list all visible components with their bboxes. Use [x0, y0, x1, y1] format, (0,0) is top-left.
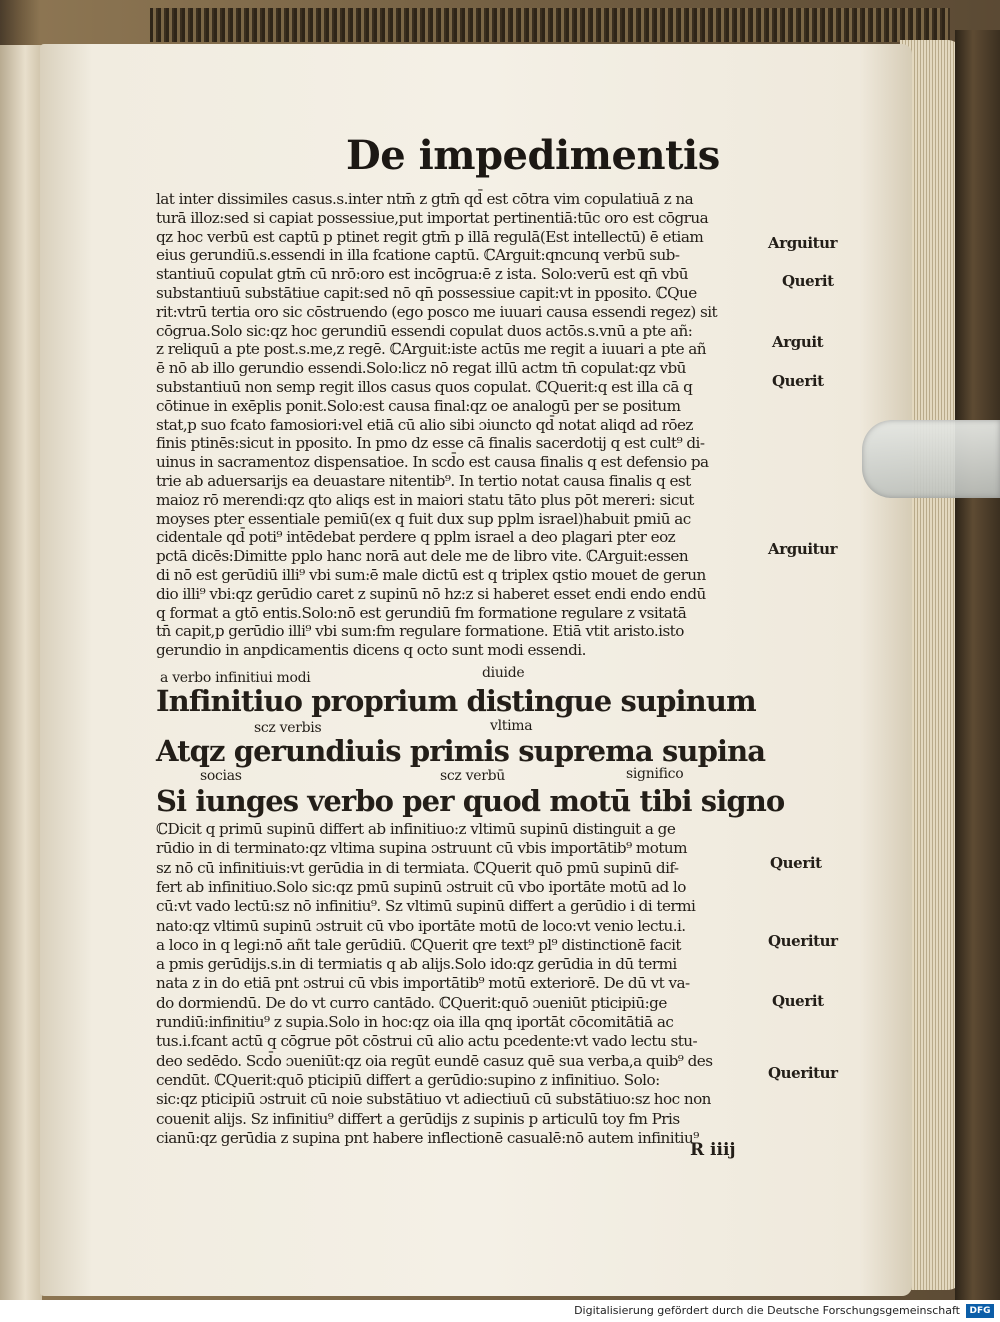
body-line: stat,p suo fcato famosiori:vel etiā cū alio sibi ɔiuncto qd̄ notat aliqd ad rōez [156, 415, 693, 434]
body-line: nato:qz vltimū supinū ɔstruit cū vbo iportāte motū de loco:vt venio lectu.i. [156, 916, 686, 935]
body-line: sz nō cū infinitiuis:vt gerūdia in di termiata. ℂQuerit quō pmū supinū dif- [156, 858, 679, 877]
body-line: uinus in sacramentoz dispensatioe. In scd̄o est causa finalis q est defensio pa [156, 453, 709, 472]
body-line: cōgrua.Solo sic:qz hoc gerundiū essendi copulat duos actōs.s.vnū a pte añ: [156, 321, 693, 340]
page-heading: De impedimentis [346, 132, 720, 179]
body-line: finis ptinēs:sicut in pposito. In pmo dz esse cā finalis sacerdotij q est cult⁹ di- [156, 434, 705, 453]
verse-line-1: Infinitiuo proprium distingue supinum [156, 684, 756, 718]
margin-note: Querit [782, 272, 834, 290]
body-line: cidentale qd̄ poti⁹ intēdebat perdere q pplm israel a deo plagari pter eoz [156, 528, 676, 547]
book-cover-edge [955, 30, 1000, 1300]
body-line: deo sedēdo. Scd̄o ɔueniūt:qz oia regūt eundē casuz quē sua verba,a quib⁹ des [156, 1051, 713, 1070]
margin-note: Arguitur [768, 540, 838, 558]
body-line: ē nō ab illo gerundio essendi.Solo:licz nō regat illū actm tn̄ copulat:qz vbū [156, 359, 686, 378]
margin-note: Queritur [768, 932, 838, 950]
signature-mark: R iiij [690, 1140, 736, 1160]
body-line: cū:vt vado lectū:sz nō infinitiu⁹. Sz vltimū supinū differt a gerūdio i di termi [156, 897, 696, 916]
body-line: cōtinue in exēplis ponit.Solo:est causa final:qz oe analogū per se positum [156, 396, 681, 415]
body-line: tn̄ capit,p gerūdio illi⁹ vbi sum:fm regulare formatione. Etiā vtit aristo.isto [156, 622, 684, 641]
gloss-g: significo [626, 766, 684, 782]
body-line: cendūt. ℂQuerit:quō pticipiū differt a gerūdio:supino z infinitiuo. Solo: [156, 1070, 660, 1089]
body-line: ℂDicit q primū supinū differt ab infinitiuo:z vltimū supinū distinguit a ge [156, 820, 676, 838]
margin-note: Queritur [768, 1064, 838, 1082]
margin-note: Arguitur [768, 234, 838, 252]
margin-note: Querit [772, 372, 824, 390]
book-top-edge [150, 8, 950, 42]
body-line: substantiuū non semp regit illos casus quos copulat. ℂQuerit:q est illa cā q [156, 378, 693, 396]
facing-page-edge [0, 45, 42, 1300]
body-line: a loco in q legi:nō añt tale gerūdiū. ℂQuerit qre text⁹ pl⁹ distinctionē facit [156, 935, 681, 954]
gloss-c: scz verbis [254, 720, 322, 736]
gloss-a: a verbo infinitiui modi [160, 670, 311, 686]
body-line: eius gerundiū.s.essendi in illa fcatione captū. ℂArguit:qncunq verbū sub- [156, 246, 680, 265]
body-line: pctā dicēs:Dimitte pplo hanc norā aut dele me de libro vite. ℂArguit:essen [156, 547, 689, 566]
body-line: stantiuū copulat gtm̄ cū nrō:oro est incōgrua:ē z ista. Solo:verū est qn̄ vbū [156, 265, 688, 284]
dfg-logo: DFG [966, 1304, 994, 1318]
margin-note: Querit [772, 992, 824, 1010]
body-line: gerundio in anpdicamentis dicens q octo sunt modi essendi. [156, 641, 586, 660]
body-line: rit:vtrū tertia oro sic cōstruendo (ego posco me iuuari causa essendi regez) sit [156, 302, 718, 321]
body-line: a pmis gerūdijs.s.in di termiatis q ab alijs.Solo ido:qz gerūdia in dū termi [156, 955, 677, 974]
margin-note: Querit [770, 854, 822, 872]
verse-line-2: Atqz gerundiuis primis suprema supina [156, 734, 766, 768]
body-line: q format a gtō entis.Solo:nō est gerundiū fm formatione regulare z vsitatā [156, 603, 687, 622]
body-line: do dormiendū. De do vt curro cantādo. ℂQuerit:quō ɔueniūt pticipiū:ge [156, 993, 667, 1012]
body-line: couenit alijs. Sz infinitiu⁹ differt a gerūdijs z supinis p articulū toy fm Pris [156, 1109, 680, 1128]
body-line: tus.i.fcant actū q cōgrue pōt cōstrui cū alio actu pcedente:vt vado lectu stu- [156, 1032, 698, 1051]
credit-bar [0, 1301, 1000, 1322]
body-line: turā illoz:sed si capiat possessiue,put importat pertinentiā:tūc oro est cōgrua [156, 208, 709, 227]
body-line: substantiuū substātiue capit:sed nō qn̄ possessiue capit:vt in pposito. ℂQue [156, 284, 697, 302]
gloss-f: scz verbū [440, 768, 506, 784]
credit-text: Digitalisierung gefördert durch die Deutsche Forschungsgemeinschaft [574, 1304, 960, 1317]
margin-note: Arguit [772, 333, 824, 351]
clip-tab [862, 420, 1000, 498]
body-line: z reliquū a pte post.s.me,z regē. ℂArguit:iste actūs me regit a iuuari a pte añ [156, 340, 707, 359]
body-line: rundiū:infinitiu⁹ z supia.Solo in hoc:qz oia illa qnq iportāt cōcomitātiā ac [156, 1013, 674, 1031]
verse-line-3: Si iunges verbo per quod motū tibi signo [156, 784, 785, 818]
body-line: trie ab aduersarijs ea deuastare nitentib⁹. In tertio notat causa finalis q est [156, 472, 691, 490]
body-line: sic:qz pticipiū ɔstruit cū noie substātiuo vt adiectiuū cū substātiuo:sz hoc non [156, 1090, 711, 1109]
body-line: moyses pter essentiale pemiū(ex q fuit dux sup pplm israel)habuit pmiū ac [156, 509, 691, 528]
body-line: cianū:qz gerūdia z supina pnt habere inflectionē casualē:nō autem infinitiu⁹ [156, 1128, 699, 1147]
body-line: maioz rō merendi:qz qto aliqs est in maiori statu tāto plus pōt mereri: sicut [156, 490, 694, 509]
gloss-d: vltima [490, 718, 533, 734]
gloss-e: socias [200, 768, 242, 784]
body-line: rūdio in di terminato:qz vltima supina ɔstruunt cū vbis importātib⁹ motum [156, 839, 687, 858]
body-line: lat inter dissimiles casus.s.inter ntm̄ z gtm̄ qd̄ est cōtra vim copulatiuā z na [156, 190, 694, 208]
body-line: qz hoc verbū est captū p ptinet regit gtm̄ p illā regulā(Est intellectū) ē etiam [156, 227, 704, 246]
gloss-b: diuide [482, 665, 525, 681]
body-line: fert ab infinitiuo.Solo sic:qz pmū supinū ɔstruit cū vbo iportāte motū ad lo [156, 877, 686, 896]
body-line: nata z in do etiā pnt ɔstrui cū vbis importātib⁹ motū exteriorē. De dū vt va- [156, 974, 690, 993]
body-line: dio illi⁹ vbi:qz gerūdio caret z supinū nō hz:z si haberet esset endi endo endū [156, 584, 706, 603]
body-line: di nō est gerūdiū illi⁹ vbi sum:ē male dictū est q triplex qstio mouet de gerun [156, 566, 706, 584]
